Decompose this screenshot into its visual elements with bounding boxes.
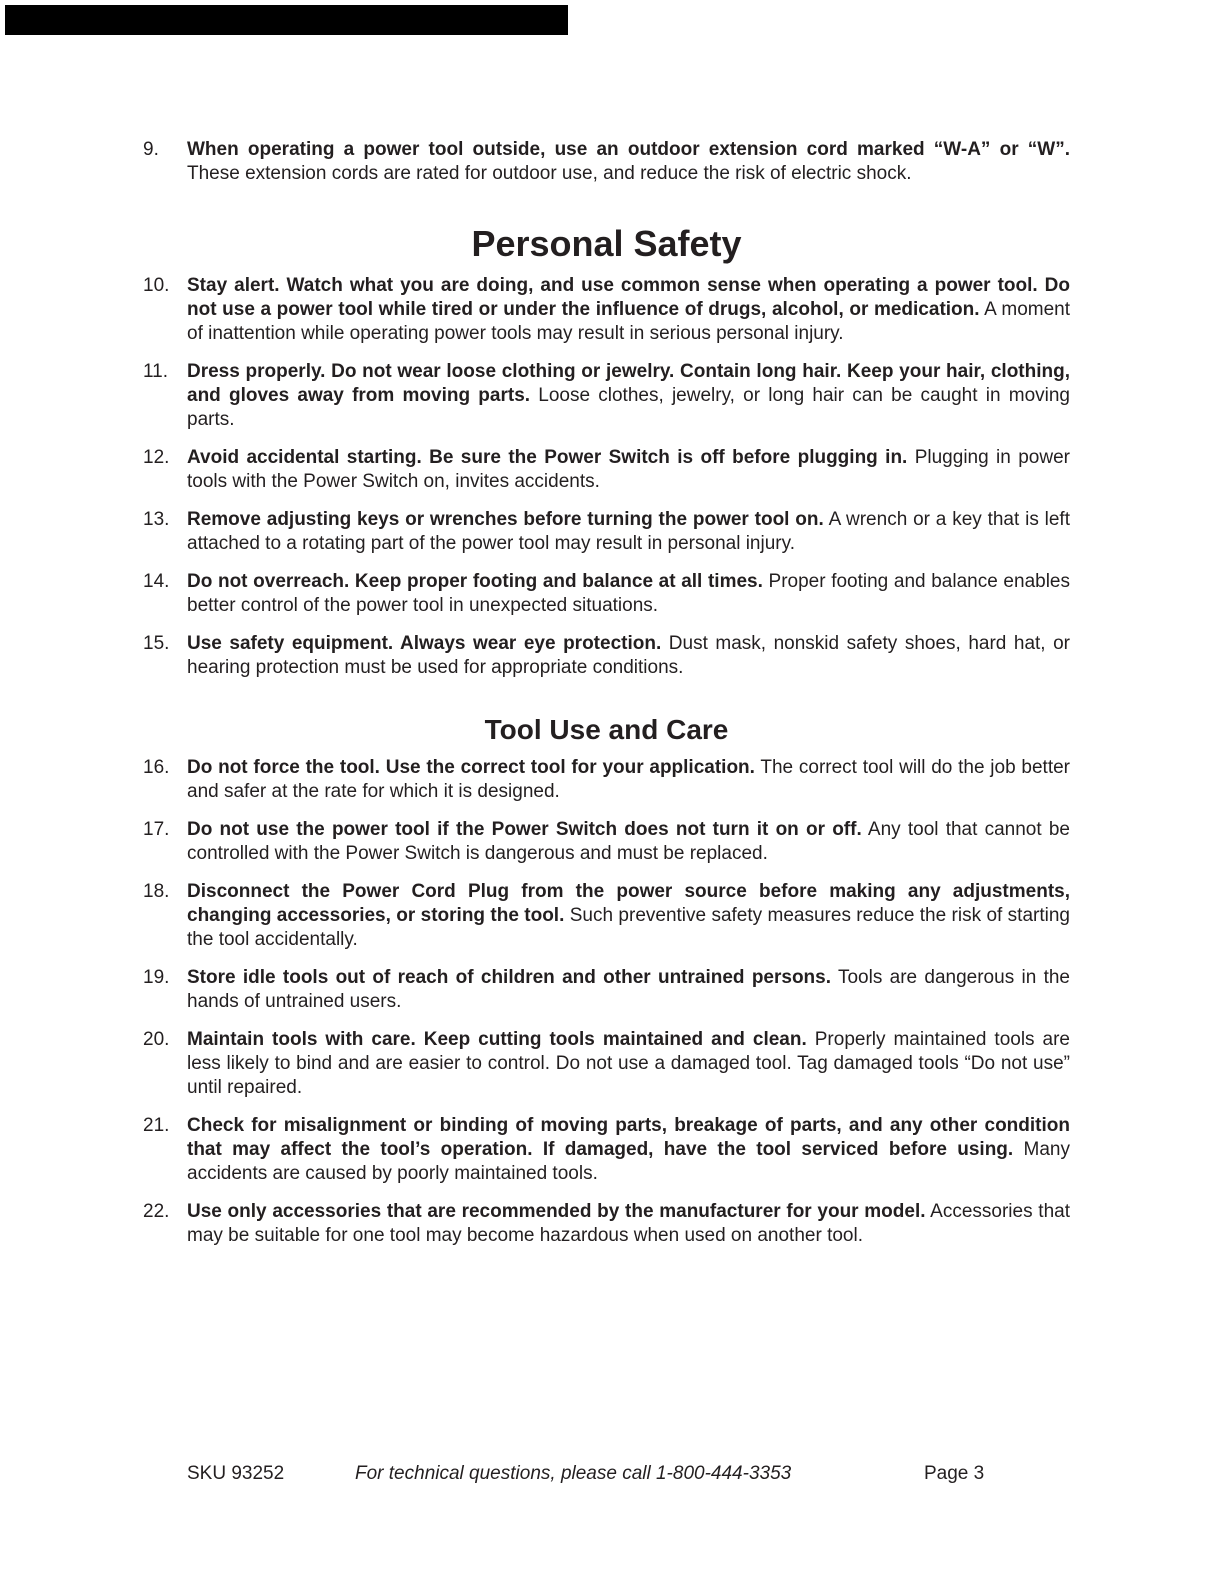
footer-tech-support: For technical questions, please call 1-800-444-3353 [355,1463,792,1484]
item-number: 16. [143,757,170,778]
page-footer [187,1462,987,1488]
item-text [187,508,1070,556]
item-number: 15. [143,633,170,654]
item-bold-text: Store idle tools out of reach of children and other untrained persons. [187,967,832,988]
item-number: 18. [143,881,170,902]
item-bold-text: When operating a power tool outside, use an outdoor extension cord marked “W-A” or “W”. [187,139,1070,160]
item-text [187,446,1070,494]
item-bold-text: Avoid accidental starting. Be sure the Power Switch is off before plugging in. [187,447,908,468]
item-text [187,360,1070,432]
list-item [143,1114,1070,1186]
list-item [143,1028,1070,1100]
item-normal-text: These extension cords are rated for outdoor use, and reduce the risk of electric shock. [187,163,912,184]
item-normal-text: The correct tool will do the job better and safer at the rate for which it is designed. [187,757,1071,802]
item-number: 13. [143,509,170,530]
item-text [187,570,1070,618]
item-number: 10. [143,275,170,296]
item-number: 19. [143,967,170,988]
item-bold-text: Disconnect the Power Cord Plug from the power source before making any adjustments, changing accessories, or storing the tool. [187,881,1070,926]
item-bold-text: Do not overreach. Keep proper footing and balance at all times. [187,571,763,592]
item-text [187,632,1070,680]
list-item [143,880,1070,952]
item-bold-text: Stay alert. Watch what you are doing, and use common sense when operating a power tool. Do not use a power tool while tired or under the influence of drugs, alcohol, or medication. [187,275,1070,320]
item-number: 21. [143,1115,170,1136]
item-normal-text: A wrench or a key that is left attached to a rotating part of the power tool may result in personal injury. [187,509,1070,554]
item-text [187,818,1070,866]
item-text [187,756,1070,804]
list-item [143,818,1070,866]
item-bold-text: Remove adjusting keys or wrenches before turning the power tool on. [187,509,824,530]
list-item [143,756,1070,804]
footer-page-number: Page 3 [924,1463,985,1484]
item-text [187,880,1070,952]
item-text [187,138,1070,186]
section-heading-tool-use: Tool Use and Care [484,714,729,745]
item-number: 12. [143,447,170,468]
item-normal-text: Properly maintained tools are less likely to bind and are easier to control. Do not use a damaged tool. Tag damaged tools “Do not use” until repaired. [187,1029,1070,1098]
list-item [143,360,1070,432]
item-number: 14. [143,571,170,592]
list-item [143,508,1070,556]
list-item [143,632,1070,680]
item-normal-text: Proper footing and balance enables better control of the power tool in unexpected situations. [187,571,1070,616]
item-normal-text: Tools are dangerous in the hands of untrained users. [187,967,1070,1012]
list-item [143,446,1070,494]
item-bold-text: Use only accessories that are recommended by the manufacturer for your model. [187,1201,926,1222]
item-normal-text: Accessories that may be suitable for one tool may become hazardous when used on another tool. [187,1201,1070,1246]
list-item [143,138,1070,186]
list-item [143,966,1070,1014]
list-item [143,570,1070,618]
item-number: 22. [143,1201,170,1222]
top-header-bar [5,5,568,35]
item-normal-text: Plugging in power tools with the Power Switch on, invites accidents. [187,447,1070,492]
item-text [187,966,1070,1014]
page-content [143,138,1070,1262]
item-number: 20. [143,1029,170,1050]
item-bold-text: Dress properly. Do not wear loose clothing or jewelry. Contain long hair. Keep your hair, clothing, and gloves away from moving parts. [187,361,1070,406]
item-text [187,1200,1070,1248]
item-normal-text: Many accidents are caused by poorly maintained tools. [187,1139,1070,1184]
item-normal-text: Such preventive safety measures reduce the risk of starting the tool accidentally. [187,905,1070,950]
footer-sku: SKU 93252 [187,1463,285,1484]
section-heading-personal-safety: Personal Safety [471,223,742,264]
item-bold-text: Do not use the power tool if the Power Switch does not turn it on or off. [187,819,862,840]
item-number: 11. [143,361,169,382]
item-text [187,1114,1070,1186]
list-item [143,274,1070,346]
item-normal-text: Loose clothes, jewelry, or long hair can be caught in moving parts. [187,385,1070,430]
item-normal-text: A moment of inattention while operating power tools may result in serious personal injury. [187,299,1070,344]
item-number: 17. [143,819,170,840]
item-bold-text: Do not force the tool. Use the correct tool for your application. [187,757,755,778]
item-text [187,1028,1070,1100]
item-number: 9. [143,139,159,160]
item-bold-text: Maintain tools with care. Keep cutting tools maintained and clean. [187,1029,807,1050]
item-normal-text: Any tool that cannot be controlled with the Power Switch is dangerous and must be replaced. [187,819,1070,864]
item-normal-text: Dust mask, nonskid safety shoes, hard hat, or hearing protection must be used for appropriate conditions. [187,633,1071,678]
item-bold-text: Check for misalignment or binding of moving parts, breakage of parts, and any other condition that may affect the tool’s operation. If damaged, have the tool serviced before using. [187,1115,1070,1160]
item-text [187,274,1070,346]
list-item [143,1200,1070,1248]
item-bold-text: Use safety equipment. Always wear eye protection. [187,633,662,654]
